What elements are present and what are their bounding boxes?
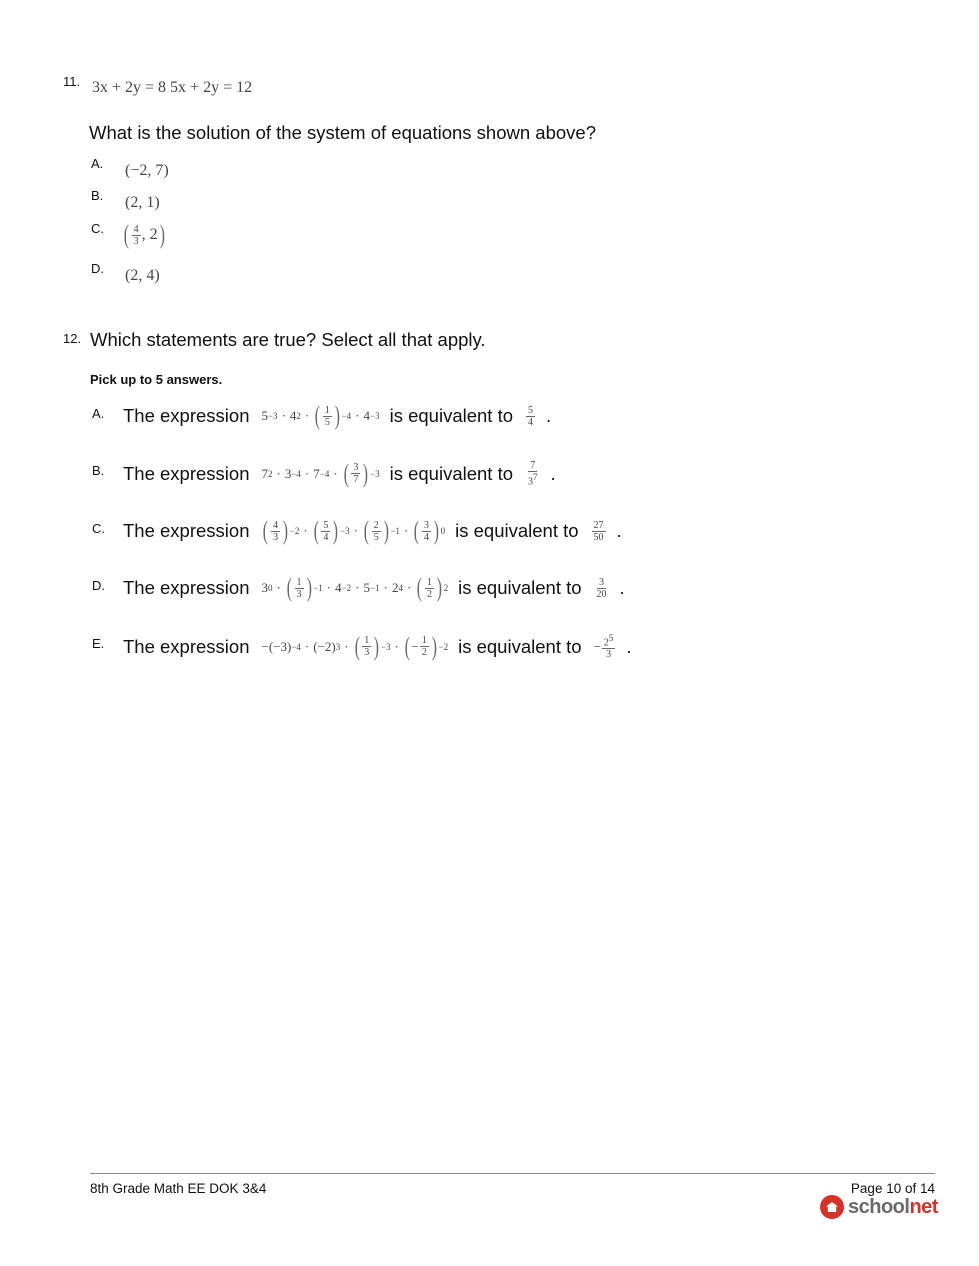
equivalent-text: is equivalent to (458, 577, 582, 598)
period: . (616, 520, 622, 541)
option-letter[interactable]: C. (91, 221, 104, 236)
footer-title: 8th Grade Math EE DOK 3&4 (90, 1181, 267, 1196)
expression-math: 7 2 · 3 −4 · 7 −4 · ( $\frac{3}{7}$ ) −3 (261, 458, 380, 488)
expression-math: ( $\frac{4}{3}$ ) −2 · ( $\frac{5}{4}$ ) −3 · ( $\frac{2}{5}$ ) −1 · ( $\frac{3}{4}$ ) 0 (263, 516, 446, 545)
expression-prefix: The expression (123, 405, 250, 426)
question-number: 11. (63, 74, 81, 89)
expression-prefix: The expression (123, 635, 250, 657)
schoolnet-logo (820, 1195, 938, 1219)
equivalent-text: is equivalent to (389, 405, 514, 426)
result-math: $\frac{3}{20}$ (596, 576, 607, 600)
answer-option-c[interactable] (123, 518, 622, 544)
period: . (546, 405, 552, 426)
equivalent-text: is equivalent to (389, 462, 514, 484)
option-value[interactable]: (2, 4) (125, 267, 160, 284)
option-letter[interactable]: A. (92, 406, 105, 421)
expression-math: 3 0 · ( $\frac{1}{3}$ ) −1 · 4 −2 · 5 −1 · 2 4 · ( $\frac{1}{2}$ ) 2 (261, 573, 449, 602)
expression-math: −(−3) −4 · (−2) 3 · ( $\frac{1}{3}$ ) −3 · ( − $\frac{1}{2}$ ) −2 (261, 631, 449, 661)
answer-option-b[interactable] (123, 460, 556, 487)
option-letter[interactable]: B. (91, 188, 104, 203)
page-number: Page 10 of 14 (850, 1181, 935, 1196)
answer-option-a[interactable] (123, 403, 551, 429)
option-value[interactable]: (−2, 7) (125, 162, 169, 179)
option-letter[interactable]: B. (92, 463, 105, 478)
logo-net-text: net (909, 1195, 938, 1218)
period: . (619, 577, 625, 598)
system-equations: 3x + 2y = 8 5x + 2y = 12 (92, 79, 253, 96)
option-letter[interactable]: D. (91, 261, 104, 276)
expression-prefix: The expression (123, 520, 250, 541)
result-math: $\frac{7}{3^7}$ (528, 460, 538, 488)
option-value[interactable]: ( $\frac{4}{3}$ , 2 ) (123, 220, 165, 249)
result-math: $\frac{27}{50}$ (593, 519, 604, 543)
house-icon (820, 1195, 844, 1219)
logo-school-text: school (848, 1195, 910, 1218)
option-letter[interactable]: C. (92, 521, 105, 536)
result-math: − $\frac{2^5}{3}$ (593, 633, 614, 661)
question-stem: What is the solution of the system of equations shown above? (89, 122, 596, 143)
period: . (550, 462, 556, 484)
equivalent-text: is equivalent to (458, 635, 582, 657)
option-letter[interactable]: D. (92, 578, 105, 593)
answer-instruction: Pick up to 5 answers. (90, 372, 223, 387)
expression-math: 5 −3 · 4 2 · ( $\frac{1}{5}$ ) −4 · 4 −3 (261, 401, 380, 430)
expression-prefix: The expression (123, 462, 250, 484)
option-value[interactable]: (2, 1) (125, 194, 160, 211)
option-letter[interactable]: A. (91, 156, 104, 171)
expression-prefix: The expression (123, 577, 250, 598)
result-math: $\frac{5}{4}$ (528, 404, 534, 428)
question-number: 12. (63, 331, 82, 346)
equivalent-text: is equivalent to (455, 520, 579, 541)
answer-option-e[interactable] (123, 633, 632, 660)
footer-divider (90, 1173, 935, 1174)
period: . (626, 635, 632, 657)
question-stem: Which statements are true? Select all that apply. (90, 329, 486, 350)
answer-option-d[interactable] (123, 575, 625, 601)
option-letter[interactable]: E. (92, 636, 105, 651)
